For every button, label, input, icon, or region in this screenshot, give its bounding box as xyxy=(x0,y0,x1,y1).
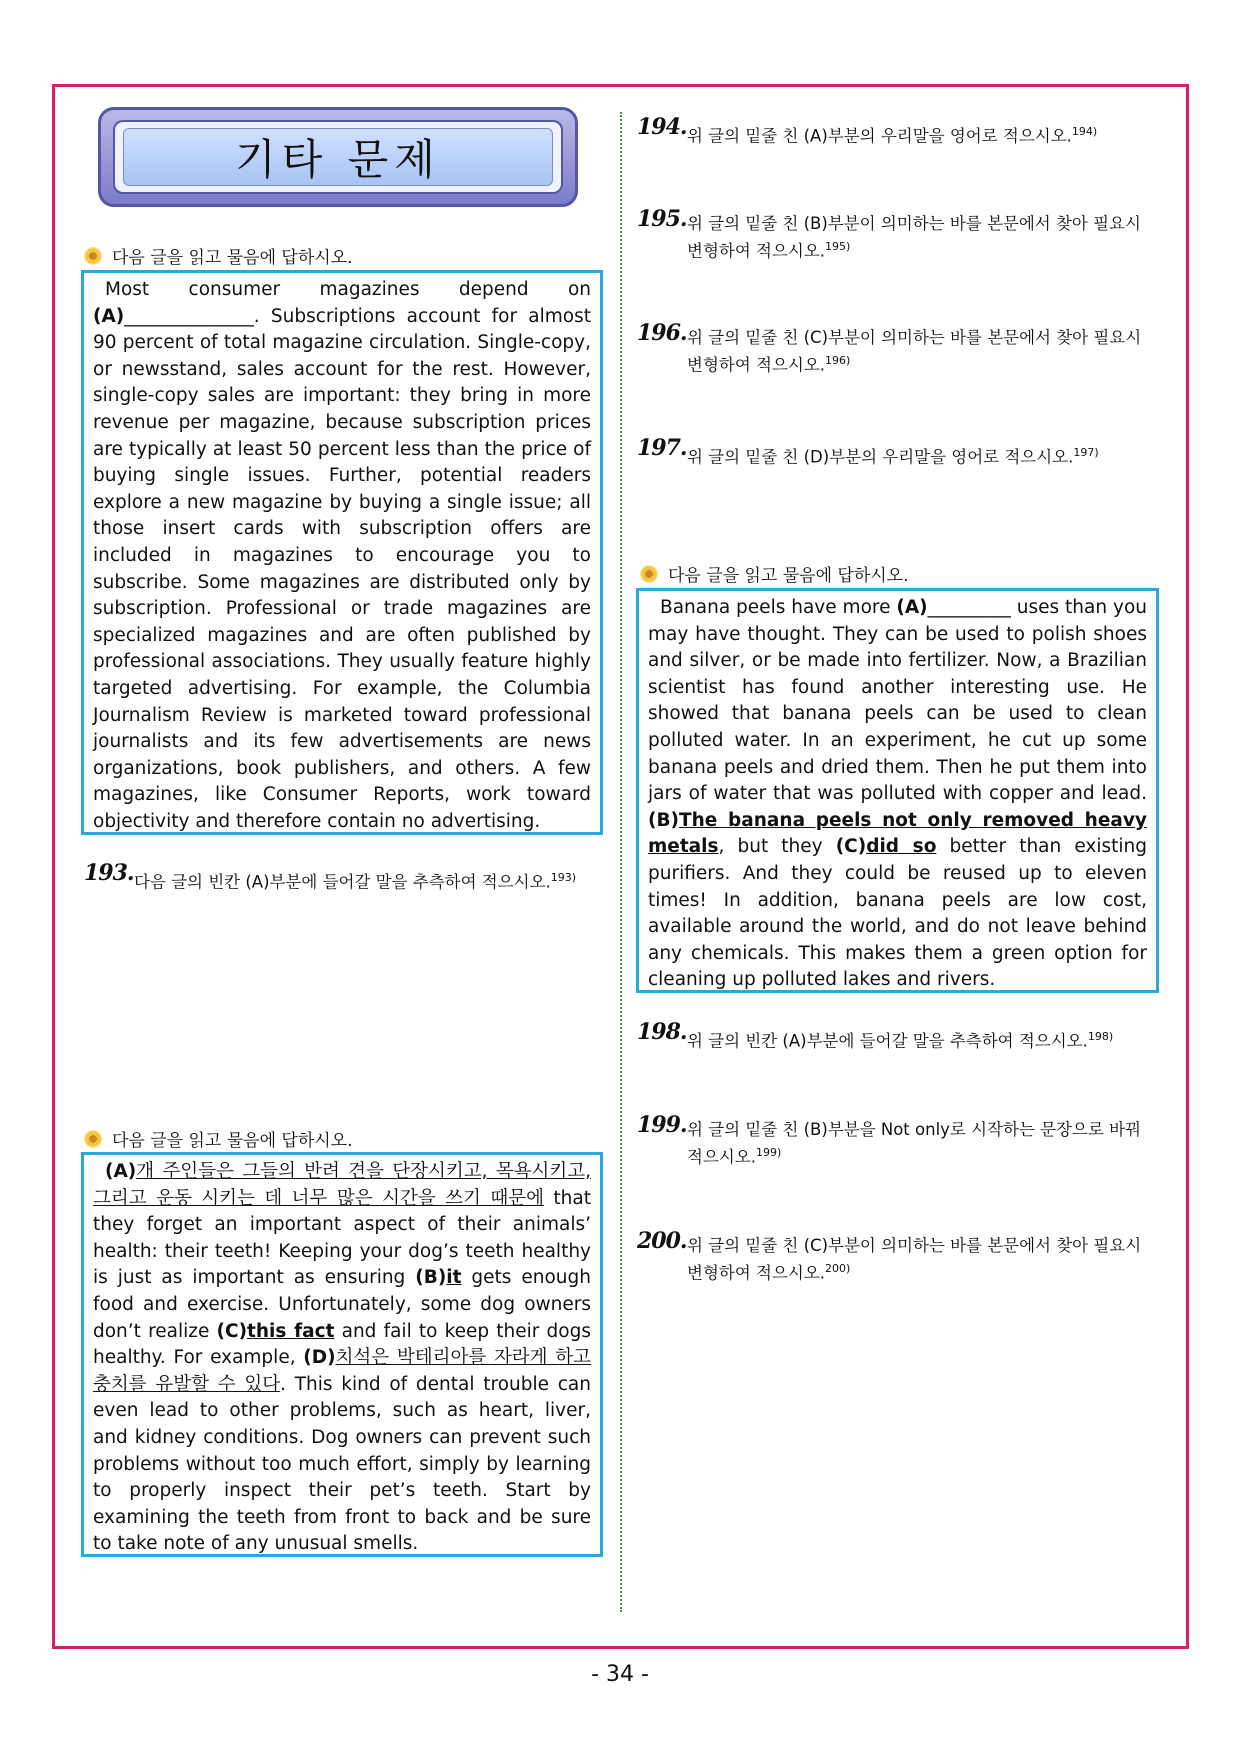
passage-2: (A)개 주인들은 그들의 반려 견을 단장시키고, 목욕시키고, 그리고 운동 시키는 데 너무 많은 시간을 쓰기 때문에 that they forget an important aspect of their animals’ health: their teeth! Keeping your dog’s teeth healthy is just as important as ensuring (B)it gets enough food and exercise. Unfortunately, some dog owners don’t realize (C)this fact and fail to keep their dogs healthy. For example, (D)치석은 박테리아를 자라게 하고 충치를 유발할 수 있다. This kind of dental trouble can even lead to other problems, such as heart, liver, and kidney conditions. Dog owners can prevent such problems without too much effort, simply by learning to properly inspect their pet’s teeth. Start by examining the teeth from front to back and be sure to take note of any unusual smells. xyxy=(81,1152,603,1557)
question-199: 199. 위 글의 밑줄 친 (B)부분을 Not only로 시작하는 문장으로 바꿔 적으시오.$^{199)}$ xyxy=(637,1112,1141,1167)
passage-3: Banana peels have more (A)_________ uses than you may have thought. They can be used to polish shoes and silver, or be made into fertilizer. Now, a Brazilian scientist has found another interesting use. He showed that banana peels can be used to clean polluted water. In an experiment, he cut up some banana peels and dried them. Then he put them into jars of water that was polluted with copper and lead. (B)The banana peels not only removed heavy metals, but they (C)did so better than existing purifiers. And they could be reused up to eleven times! In addition, banana peels are low cost, available around the world, and do not leave behind any chemicals. This makes them a green option for cleaning up polluted lakes and rivers. xyxy=(636,588,1159,993)
question-196: 196. 위 글의 밑줄 친 (C)부분이 의미하는 바를 본문에서 찾아 필요시 변형하여 적으시오.$^{196)}$ xyxy=(637,320,1142,375)
title-banner xyxy=(98,107,578,207)
page-title: 기타 문제 xyxy=(235,135,441,184)
question-198: 198. 위 글의 빈칸 (A)부분에 들어갈 말을 추측하여 적으시오.$^{198)}$ xyxy=(637,1019,1114,1051)
flower-bullet-icon xyxy=(84,247,102,265)
passage-1: Most consumer magazines depend on (A)______________. Subscriptions account for almost 90 percent of total magazine circulation. Single-copy, or newsstand, sales account for the rest. However, single-copy sales are important: they bring in more revenue per magazine, because subscription prices are typically at least 50 percent less than the price of buying single issues. Further, potential readers explore a new magazine by buying a single issue; all those insert cards with subscription offers are included in magazines to encourage you to subscribe. Some magazines are distributed only by subscription. Professional or trade magazines are specialized magazines and are often published by professional associations. They usually feature highly targeted advertising. For example, the Columbia Journalism Review is marketed toward professional journalists and its few advertisements are news organizations, book publishers, and others. A few magazines, like Consumer Reports, work toward objectivity and therefore contain no advertising. xyxy=(81,270,603,835)
flower-bullet-icon xyxy=(84,1130,102,1148)
column-divider xyxy=(620,112,622,1612)
question-193: 193. 다음 글의 빈칸 (A)부분에 들어갈 말을 추측하여 적으시오.$^{193)}$ xyxy=(84,860,577,892)
flower-bullet-icon xyxy=(640,565,658,583)
instruction-3: 다음 글을 읽고 물음에 답하시오. xyxy=(640,561,909,586)
question-195: 195. 위 글의 밑줄 친 (B)부분이 의미하는 바를 본문에서 찾아 필요시 변형하여 적으시오.$^{195)}$ xyxy=(637,206,1141,261)
question-194: 194. 위 글의 밑줄 친 (A)부분의 우리말을 영어로 적으시오.$^{194)}$ xyxy=(637,114,1098,146)
page-number: - 34 - xyxy=(591,1662,649,1687)
instruction-2: 다음 글을 읽고 물음에 답하시오. xyxy=(84,1126,353,1151)
instruction-1: 다음 글을 읽고 물음에 답하시오. xyxy=(84,243,353,268)
question-197: 197. 위 글의 밑줄 친 (D)부분의 우리말을 영어로 적으시오.$^{197)}$ xyxy=(637,435,1099,467)
question-200: 200. 위 글의 밑줄 친 (C)부분이 의미하는 바를 본문에서 찾아 필요시 변형하여 적으시오.$^{200)}$ xyxy=(637,1228,1142,1283)
